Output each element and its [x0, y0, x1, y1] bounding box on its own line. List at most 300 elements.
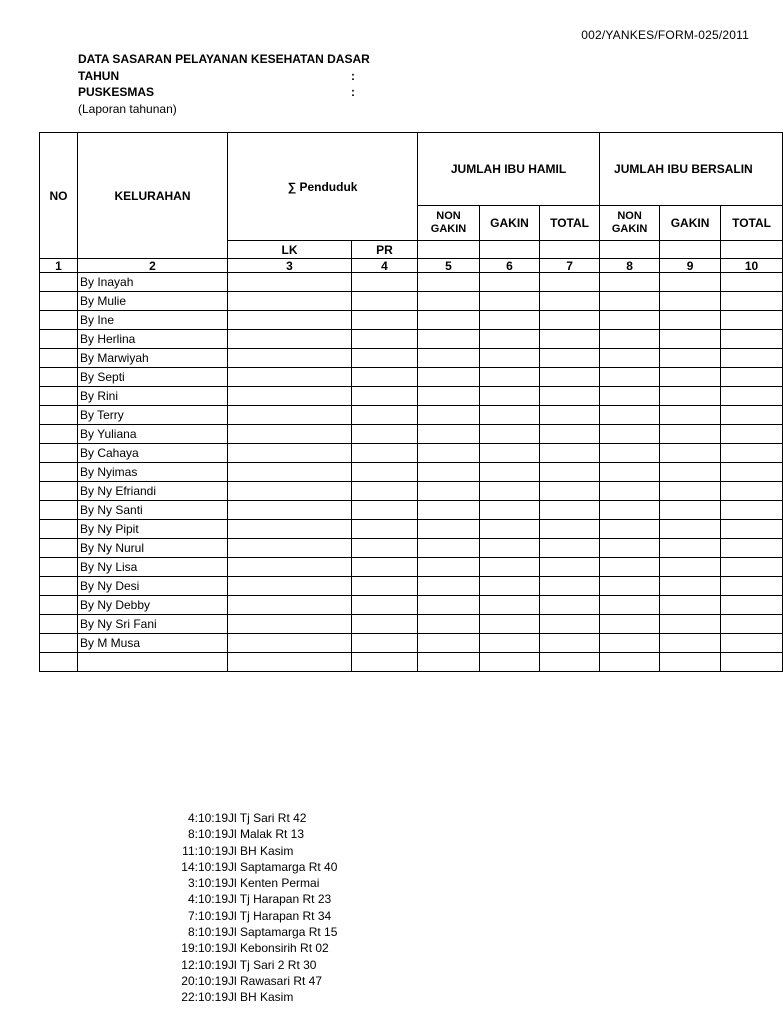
empty-cell — [600, 558, 660, 577]
list-item-time: 8:10:19 — [187, 925, 228, 940]
empty-cell — [721, 406, 783, 425]
form-code: 002/YANKES/FORM-025/2011 — [581, 28, 749, 42]
empty-cell — [600, 577, 660, 596]
empty-cell — [721, 482, 783, 501]
table-row — [40, 425, 783, 444]
list-item — [170, 973, 337, 989]
kelurahan-cell: By Ny Debby — [78, 596, 228, 615]
list-item-address: Jl Malak Rt 13 — [228, 827, 305, 842]
empty-cell — [600, 273, 660, 292]
col-number: 6 — [480, 259, 540, 273]
empty-cell — [480, 596, 540, 615]
list-item-address: Jl Kebonsirih Rt 02 — [228, 941, 329, 956]
gakin-label: GAKIN — [611, 223, 648, 235]
header-blank — [721, 241, 783, 259]
empty-cell — [540, 273, 600, 292]
empty-cell — [721, 292, 783, 311]
empty-cell — [660, 558, 721, 577]
empty-cell — [721, 387, 783, 406]
kelurahan-cell: By Inayah — [78, 273, 228, 292]
header-kelurahan: KELURAHAN — [78, 133, 228, 259]
empty-cell — [480, 615, 540, 634]
empty-cell — [600, 368, 660, 387]
header-penduduk: ∑ Penduduk — [228, 133, 418, 241]
empty-cell — [660, 634, 721, 653]
table-row — [40, 463, 783, 482]
empty-cell — [540, 520, 600, 539]
empty-cell — [40, 311, 78, 330]
kelurahan-cell: By Ny Pipit — [78, 520, 228, 539]
table-row — [40, 577, 783, 596]
empty-cell — [352, 482, 418, 501]
non-label: NON — [436, 210, 461, 222]
empty-cell — [228, 463, 352, 482]
empty-cell — [600, 501, 660, 520]
empty-cell — [40, 539, 78, 558]
empty-cell — [540, 634, 600, 653]
empty-cell — [352, 501, 418, 520]
empty-cell — [721, 311, 783, 330]
empty-cell — [352, 349, 418, 368]
empty-cell — [660, 520, 721, 539]
table-row — [40, 406, 783, 425]
header-non-gakin-bersalin — [600, 206, 660, 241]
empty-cell — [540, 482, 600, 501]
empty-cell — [480, 653, 540, 672]
col-number: 7 — [540, 259, 600, 273]
header-gakin-hamil: GAKIN — [480, 206, 540, 241]
empty-cell — [721, 463, 783, 482]
report-note: (Laporan tahunan) — [78, 101, 177, 116]
empty-cell — [721, 558, 783, 577]
list-item — [170, 859, 337, 875]
list-item-time: 4:10:19 — [187, 892, 228, 907]
empty-cell — [228, 653, 352, 672]
table-row — [40, 653, 783, 672]
kelurahan-cell: By Septi — [78, 368, 228, 387]
empty-cell — [540, 425, 600, 444]
kelurahan-cell: By Nyimas — [78, 463, 228, 482]
empty-cell — [352, 368, 418, 387]
kelurahan-cell: By Yuliana — [78, 425, 228, 444]
puskesmas-colon: : — [351, 85, 355, 99]
empty-cell — [600, 615, 660, 634]
list-item-time: 19:10:19 — [181, 941, 228, 956]
empty-cell — [352, 425, 418, 444]
empty-cell — [228, 634, 352, 653]
kelurahan-cell — [78, 653, 228, 672]
empty-cell — [540, 292, 600, 311]
empty-cell — [228, 615, 352, 634]
table-row — [40, 273, 783, 292]
empty-cell — [40, 463, 78, 482]
list-item-address: Jl BH Kasim — [228, 990, 294, 1005]
empty-cell — [418, 330, 480, 349]
kelurahan-cell: By Mulie — [78, 292, 228, 311]
empty-cell — [540, 558, 600, 577]
empty-cell — [228, 292, 352, 311]
header-total-bersalin: TOTAL — [721, 206, 783, 241]
empty-cell — [480, 425, 540, 444]
list-item — [170, 891, 337, 907]
empty-cell — [600, 634, 660, 653]
empty-cell — [480, 501, 540, 520]
empty-cell — [480, 368, 540, 387]
empty-cell — [600, 311, 660, 330]
empty-cell — [480, 482, 540, 501]
col-number: 1 — [40, 259, 78, 273]
table-row — [40, 330, 783, 349]
list-item-address: Jl Saptamarga Rt 15 — [228, 925, 338, 940]
col-number: 2 — [78, 259, 228, 273]
empty-cell — [540, 577, 600, 596]
empty-cell — [228, 558, 352, 577]
kelurahan-cell: By Ny Sri Fani — [78, 615, 228, 634]
kelurahan-cell: By Ny Efriandi — [78, 482, 228, 501]
header-total-hamil: TOTAL — [540, 206, 600, 241]
kelurahan-cell: By Herlina — [78, 330, 228, 349]
list-item-address: Jl Tj Sari Rt 42 — [228, 811, 307, 825]
col-number: 10 — [721, 259, 783, 273]
empty-cell — [540, 368, 600, 387]
kelurahan-cell: By Marwiyah — [78, 349, 228, 368]
empty-cell — [352, 577, 418, 596]
empty-cell — [228, 596, 352, 615]
table-row — [40, 615, 783, 634]
empty-cell — [40, 577, 78, 596]
empty-cell — [721, 520, 783, 539]
empty-cell — [600, 349, 660, 368]
empty-cell — [418, 463, 480, 482]
empty-cell — [40, 292, 78, 311]
list-item — [170, 957, 337, 973]
empty-cell — [352, 444, 418, 463]
empty-cell — [228, 349, 352, 368]
empty-cell — [480, 520, 540, 539]
header-no: NO — [40, 133, 78, 259]
empty-cell — [418, 292, 480, 311]
header-ibu-hamil: JUMLAH IBU HAMIL — [418, 133, 600, 206]
empty-cell — [418, 425, 480, 444]
empty-cell — [352, 406, 418, 425]
empty-cell — [540, 311, 600, 330]
empty-cell — [480, 558, 540, 577]
table-row — [40, 368, 783, 387]
header-lk: LK — [228, 241, 352, 259]
empty-cell — [660, 425, 721, 444]
empty-cell — [40, 501, 78, 520]
empty-cell — [228, 482, 352, 501]
empty-cell — [721, 330, 783, 349]
empty-cell — [228, 501, 352, 520]
empty-cell — [40, 368, 78, 387]
empty-cell — [418, 273, 480, 292]
document-title: DATA SASARAN PELAYANAN KESEHATAN DASAR — [78, 52, 370, 66]
kelurahan-cell: By Terry — [78, 406, 228, 425]
empty-cell — [480, 330, 540, 349]
empty-cell — [721, 349, 783, 368]
non-label: NON — [617, 210, 642, 222]
empty-cell — [480, 349, 540, 368]
empty-cell — [540, 330, 600, 349]
empty-cell — [660, 482, 721, 501]
empty-cell — [540, 349, 600, 368]
empty-cell — [418, 349, 480, 368]
kelurahan-cell: By Cahaya — [78, 444, 228, 463]
gakin-label: GAKIN — [430, 223, 467, 235]
empty-cell — [660, 539, 721, 558]
table-row — [40, 387, 783, 406]
empty-cell — [540, 596, 600, 615]
empty-cell — [660, 653, 721, 672]
empty-cell — [40, 425, 78, 444]
table-row — [40, 482, 783, 501]
header-blank — [418, 241, 480, 259]
empty-cell — [660, 387, 721, 406]
empty-cell — [418, 368, 480, 387]
empty-cell — [721, 615, 783, 634]
empty-cell — [540, 539, 600, 558]
empty-cell — [660, 292, 721, 311]
empty-cell — [660, 501, 721, 520]
empty-cell — [418, 539, 480, 558]
empty-cell — [480, 634, 540, 653]
empty-cell — [40, 615, 78, 634]
empty-cell — [418, 387, 480, 406]
empty-cell — [480, 311, 540, 330]
list-item-time: 22:10:19 — [181, 990, 228, 1005]
empty-cell — [721, 539, 783, 558]
empty-cell — [721, 577, 783, 596]
col-number: 8 — [600, 259, 660, 273]
empty-cell — [600, 406, 660, 425]
empty-cell — [418, 406, 480, 425]
empty-cell — [660, 615, 721, 634]
list-item-time: 20:10:19 — [181, 973, 228, 988]
list-item — [170, 810, 337, 826]
table-row — [40, 558, 783, 577]
kelurahan-cell: By Ny Santi — [78, 501, 228, 520]
empty-cell — [600, 292, 660, 311]
empty-cell — [600, 444, 660, 463]
empty-cell — [660, 349, 721, 368]
empty-cell — [600, 463, 660, 482]
empty-cell — [721, 425, 783, 444]
empty-cell — [540, 653, 600, 672]
empty-cell — [721, 501, 783, 520]
empty-cell — [480, 463, 540, 482]
empty-cell — [540, 387, 600, 406]
col-number: 5 — [418, 259, 480, 273]
header-pr: PR — [352, 241, 418, 259]
empty-cell — [352, 539, 418, 558]
empty-cell — [660, 368, 721, 387]
list-item-address: Jl Saptamarga Rt 40 — [228, 859, 338, 874]
empty-cell — [660, 463, 721, 482]
col-number: 9 — [660, 259, 721, 273]
col-number: 3 — [228, 259, 352, 273]
empty-cell — [721, 368, 783, 387]
empty-cell — [540, 463, 600, 482]
table-body — [40, 133, 783, 672]
empty-cell — [228, 311, 352, 330]
header-blank — [600, 241, 660, 259]
empty-cell — [40, 634, 78, 653]
empty-cell — [228, 577, 352, 596]
list-item — [170, 989, 337, 1005]
table-row — [40, 501, 783, 520]
empty-cell — [660, 577, 721, 596]
data-table — [39, 132, 783, 672]
empty-cell — [228, 330, 352, 349]
table-row — [40, 539, 783, 558]
empty-cell — [721, 596, 783, 615]
list-item — [170, 924, 337, 940]
empty-cell — [480, 273, 540, 292]
table-row — [40, 292, 783, 311]
empty-cell — [600, 330, 660, 349]
kelurahan-cell: By Ny Nurul — [78, 539, 228, 558]
empty-cell — [600, 425, 660, 444]
empty-cell — [228, 444, 352, 463]
empty-cell — [480, 444, 540, 463]
list-item — [170, 826, 337, 842]
empty-cell — [418, 577, 480, 596]
empty-cell — [228, 273, 352, 292]
empty-cell — [600, 482, 660, 501]
empty-cell — [40, 273, 78, 292]
empty-cell — [352, 311, 418, 330]
empty-cell — [228, 387, 352, 406]
empty-cell — [352, 634, 418, 653]
list-item — [170, 843, 337, 859]
empty-cell — [352, 615, 418, 634]
empty-cell — [721, 273, 783, 292]
empty-cell — [40, 330, 78, 349]
tahun-line — [78, 68, 370, 85]
header-gakin-bersalin: GAKIN — [660, 206, 721, 241]
list-item — [170, 908, 337, 924]
empty-cell — [228, 425, 352, 444]
data-table-container — [39, 132, 771, 680]
empty-cell — [600, 539, 660, 558]
empty-cell — [40, 558, 78, 577]
table-row — [40, 520, 783, 539]
empty-cell — [40, 444, 78, 463]
empty-cell — [228, 368, 352, 387]
kelurahan-cell: By Ny Desi — [78, 577, 228, 596]
header-blank — [480, 241, 540, 259]
empty-cell — [600, 596, 660, 615]
list-item — [170, 940, 337, 956]
empty-cell — [418, 520, 480, 539]
empty-cell — [480, 577, 540, 596]
kelurahan-cell: By M Musa — [78, 634, 228, 653]
empty-cell — [660, 596, 721, 615]
empty-cell — [352, 330, 418, 349]
empty-cell — [352, 463, 418, 482]
empty-cell — [40, 482, 78, 501]
empty-cell — [40, 653, 78, 672]
empty-cell — [721, 653, 783, 672]
empty-cell — [352, 387, 418, 406]
table-row — [40, 596, 783, 615]
empty-cell — [418, 501, 480, 520]
col-number: 4 — [352, 259, 418, 273]
list-item-address: Jl Tj Harapan Rt 34 — [228, 908, 332, 923]
list-item-time: 7:10:19 — [187, 908, 228, 923]
header-blank — [540, 241, 600, 259]
kelurahan-cell: By Ny Lisa — [78, 558, 228, 577]
empty-cell — [40, 349, 78, 368]
empty-cell — [418, 596, 480, 615]
header-blank — [660, 241, 721, 259]
table-row — [40, 311, 783, 330]
empty-cell — [600, 520, 660, 539]
table-row — [40, 444, 783, 463]
empty-cell — [352, 558, 418, 577]
empty-cell — [540, 406, 600, 425]
empty-cell — [600, 387, 660, 406]
list-item-time: 11:10:19 — [182, 843, 228, 858]
empty-cell — [721, 444, 783, 463]
empty-cell — [418, 615, 480, 634]
empty-cell — [660, 330, 721, 349]
empty-cell — [40, 387, 78, 406]
empty-cell — [40, 596, 78, 615]
list-item-time: 8:10:19 — [187, 827, 228, 842]
table-row — [40, 349, 783, 368]
empty-cell — [418, 653, 480, 672]
empty-cell — [660, 406, 721, 425]
empty-cell — [540, 501, 600, 520]
column-number-row — [40, 259, 783, 273]
empty-cell — [418, 558, 480, 577]
empty-cell — [660, 444, 721, 463]
empty-cell — [40, 520, 78, 539]
list-item-address: Jl BH Kasim — [228, 843, 294, 858]
empty-cell — [418, 482, 480, 501]
list-item-time: 3:10:19 — [187, 876, 228, 891]
empty-cell — [40, 406, 78, 425]
table-row — [40, 634, 783, 653]
empty-cell — [540, 444, 600, 463]
puskesmas-line — [78, 84, 370, 101]
empty-cell — [418, 311, 480, 330]
empty-cell — [480, 387, 540, 406]
empty-cell — [540, 615, 600, 634]
header-ibu-bersalin: JUMLAH IBU BERSALIN — [600, 133, 783, 206]
empty-cell — [352, 596, 418, 615]
empty-cell — [600, 653, 660, 672]
empty-cell — [352, 273, 418, 292]
list-item-time: 12:10:19 — [181, 957, 228, 972]
kelurahan-cell: By Rini — [78, 387, 228, 406]
tahun-label: TAHUN — [78, 68, 120, 83]
list-item-address: Jl Tj Harapan Rt 23 — [228, 892, 332, 907]
empty-cell — [660, 273, 721, 292]
empty-cell — [418, 634, 480, 653]
address-list — [170, 810, 337, 1006]
header-non-gakin-hamil — [418, 206, 480, 241]
list-item-address: Jl Rawasari Rt 47 — [228, 973, 323, 988]
list-item-address: Jl Kenten Permai — [228, 876, 320, 891]
list-item-address: Jl Tj Sari 2 Rt 30 — [228, 957, 317, 972]
empty-cell — [480, 406, 540, 425]
empty-cell — [352, 520, 418, 539]
list-item-time: 4:10:19 — [187, 811, 228, 825]
empty-cell — [480, 539, 540, 558]
